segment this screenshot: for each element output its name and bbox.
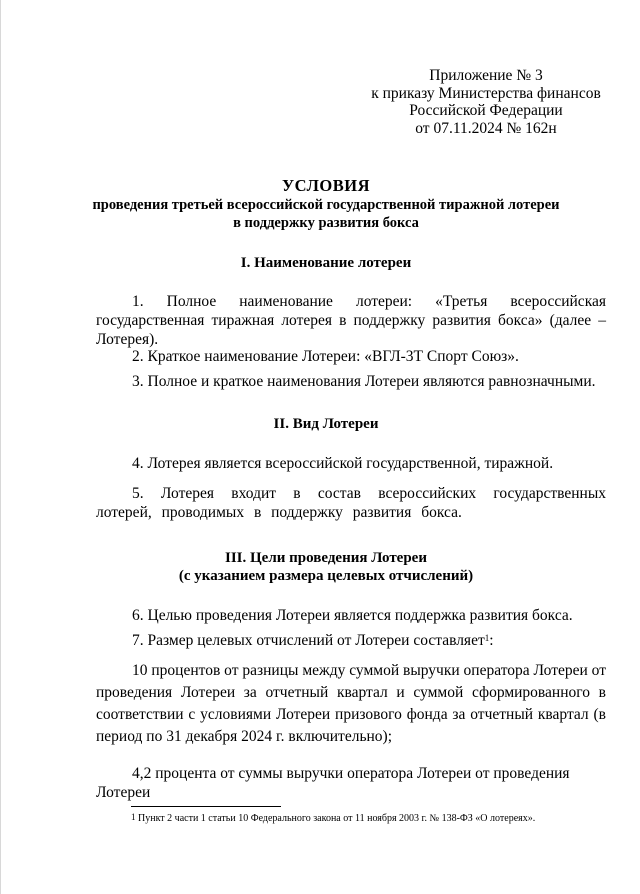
title-main: УСЛОВИЯ — [282, 176, 370, 195]
section-heading-3 — [61, 549, 591, 585]
footnote — [131, 813, 611, 825]
item-7: 7. Размер целевых отчислений от Лотереи составляет$^1$: — [132, 632, 494, 649]
title-subtitle-line: проведения третьей всероссийской государственной тиражной лотереи — [92, 197, 560, 213]
item-5: 5. Лотерея входит в состав всероссийских государственных лотерей, проводимых в поддержку развития бокса. — [96, 485, 606, 521]
section-heading-2: II. Вид Лотереи — [273, 416, 379, 432]
item-2: 2. Краткое наименование Лотереи: «ВГЛ-3Т Спорт Союз». — [132, 348, 519, 365]
title-subtitle-line: в поддержку развития бокса — [233, 215, 419, 231]
section-heading-3-line: III. Цели проведения Лотереи — [225, 550, 427, 566]
annex-reference — [371, 67, 601, 137]
item-3: 3. Полное и краткое наименования Лотереи являются равнозначными. — [132, 373, 596, 390]
document-title — [61, 176, 591, 232]
annex-line: к приказу Министерства финансов — [371, 84, 601, 102]
item-6: 6. Целью проведения Лотереи является поддержка развития бокса. — [132, 607, 573, 624]
item-1: 1. Полное наименование лотереи: «Третья всероссийская государственная тиражная лотерея в поддержку развития бокса» (далее – Лотерея). — [96, 293, 606, 348]
footnote-text: Пункт 2 части 1 статьи 10 Федерального закона от 11 ноября 2003 г. № 138-ФЗ «О лотереях». — [138, 813, 536, 824]
item-4: 4. Лотерея является всероссийской государственной, тиражной. — [132, 455, 554, 472]
item-7-text: 7. Размер целевых отчислений от Лотереи составляет — [132, 632, 485, 649]
item-7-rate-2: 4,2 процента от суммы выручки оператора Лотереи от проведения Лотереи — [96, 765, 570, 801]
annex-line: Российской Федерации — [409, 102, 563, 119]
item-7-rate-1: 10 процентов от разницы между суммой выручки оператора Лотереи от проведения Лотереи за отчетный квартал и суммой сформированного в соответствии с условиями Лотереи призового фонда за отчетный квартал (в период по 31 декабря 2024 г. включительно); — [96, 662, 606, 745]
section-heading-3-line: (с указанием размера целевых отчислений) — [178, 568, 474, 584]
annex-line: Приложение № 3 — [429, 67, 543, 84]
annex-line: от 07.11.2024 № 162н — [415, 119, 557, 137]
footnote-number: 1 — [131, 812, 136, 822]
footnote-marker: 1 — [484, 633, 490, 643]
section-heading-1: I. Наименование лотереи — [240, 255, 412, 271]
footnote-divider — [131, 806, 281, 807]
